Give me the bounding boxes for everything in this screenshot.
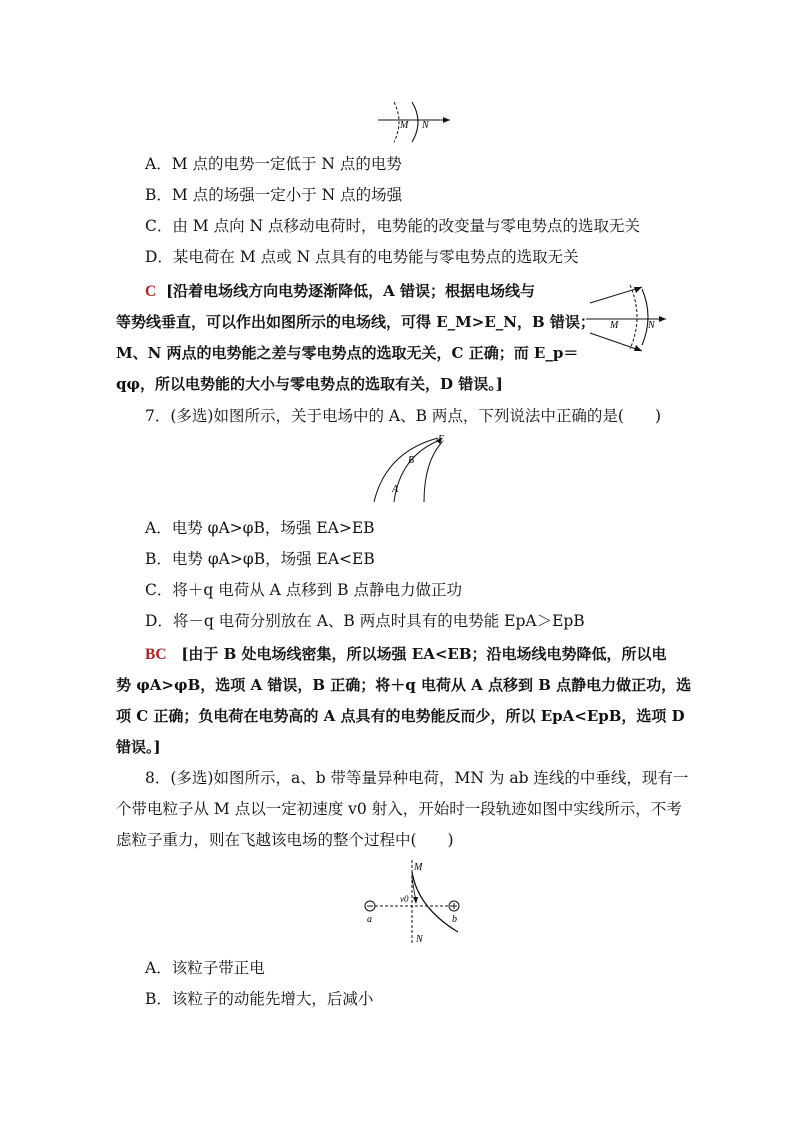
q6-answer-line1: [145, 280, 535, 303]
q8-stem-1: 8．(多选)如图所示，a、b 带等量异种电荷，MN 为 ab 连线的中垂线，现有一: [145, 769, 689, 787]
q7-option-b: B．电势 φA>φB，场强 EA<EB: [145, 550, 375, 568]
fig4-label-m: M: [414, 862, 423, 873]
q7-answer-line1: [145, 643, 667, 666]
q7-explanation-4: 错误。]: [116, 738, 161, 756]
q7-explanation-1: [由于 B 处电场线密集，所以场强 EA<EB；沿电场线电势降低，所以电: [181, 645, 667, 663]
fig1-label-n: N: [422, 120, 429, 131]
q8-stem-3: 虑粒子重力，则在飞越该电场的整个过程中( ): [116, 831, 454, 849]
q6-answer-letter: C: [145, 283, 157, 300]
q6-explanation-2: 等势线垂直，可以作出如图所示的电场线，可得 E_M>E_N，B 错误；: [116, 313, 595, 331]
fig4-label-n: N: [416, 934, 423, 945]
q7-option-c: C．将＋q 电荷从 A 点移到 B 点静电力做正功: [145, 581, 463, 599]
fig2-label-m: M: [610, 320, 619, 331]
figure-dipole-trajectory: [356, 858, 466, 948]
fig4-label-b: b: [452, 914, 457, 925]
fig4-label-a: a: [367, 914, 372, 925]
fig3-label-e: E: [438, 434, 445, 445]
fig1-label-m: M: [400, 120, 409, 131]
q6-option-a: A．M 点的电势一定低于 N 点的电势: [145, 155, 402, 173]
fig3-label-b: B: [408, 455, 415, 466]
q8-option-b: B．该粒子的动能先增大，后减小: [145, 990, 374, 1008]
q6-explanation-4: qφ，所以电势能的大小与零电势点的选取有关，D 错误。]: [116, 375, 503, 393]
q6-option-c: C．由 M 点向 N 点移动电荷时，电势能的改变量与零电势点的选取无关: [145, 217, 641, 235]
figure-ab-field-lines: [368, 432, 448, 504]
fig2-label-n: N: [648, 320, 655, 331]
figure-mn-field-lines: [582, 283, 670, 353]
q7-option-a: A．电势 φA>φB，场强 EA>EB: [145, 519, 375, 537]
q7-answer-letter: BC: [145, 646, 167, 663]
q6-explanation-1: [沿着电场线方向电势逐渐降低，A 错误；根据电场线与: [166, 282, 536, 300]
q6-explanation-3: M、N 两点的电势能之差与零电势点的选取无关，C 正确；而 E_p＝: [116, 344, 579, 362]
q7-option-d: D．将－q 电荷分别放在 A、B 两点时具有的电势能 EpA＞EpB: [145, 612, 585, 630]
q7-explanation-2: 势 φA>φB，选项 A 错误，B 正确；将＋q 电荷从 A 点移到 B 点静电力做正功，选: [116, 676, 692, 694]
q6-option-d: D．某电荷在 M 点或 N 点具有的电势能与零电势点的选取无关: [145, 248, 579, 266]
fig4-label-v0: v0: [400, 894, 409, 904]
q8-stem-2: 个带电粒子从 M 点以一定初速度 v0 射入，开始时一段轨迹如图中实线所示，不考: [116, 800, 682, 818]
figure-mn-field: [372, 100, 456, 144]
fig3-label-a: A: [392, 484, 399, 495]
q7-explanation-3: 项 C 正确；负电荷在电势高的 A 点具有的电势能反而少，所以 EpA<EpB，选项 D: [116, 707, 685, 725]
q7-stem: 7．(多选)如图所示，关于电场中的 A、B 两点，下列说法中正确的是( ): [145, 407, 661, 425]
q6-option-b: B．M 点的场强一定小于 N 点的场强: [145, 186, 403, 204]
q8-option-a: A．该粒子带正电: [145, 959, 265, 977]
